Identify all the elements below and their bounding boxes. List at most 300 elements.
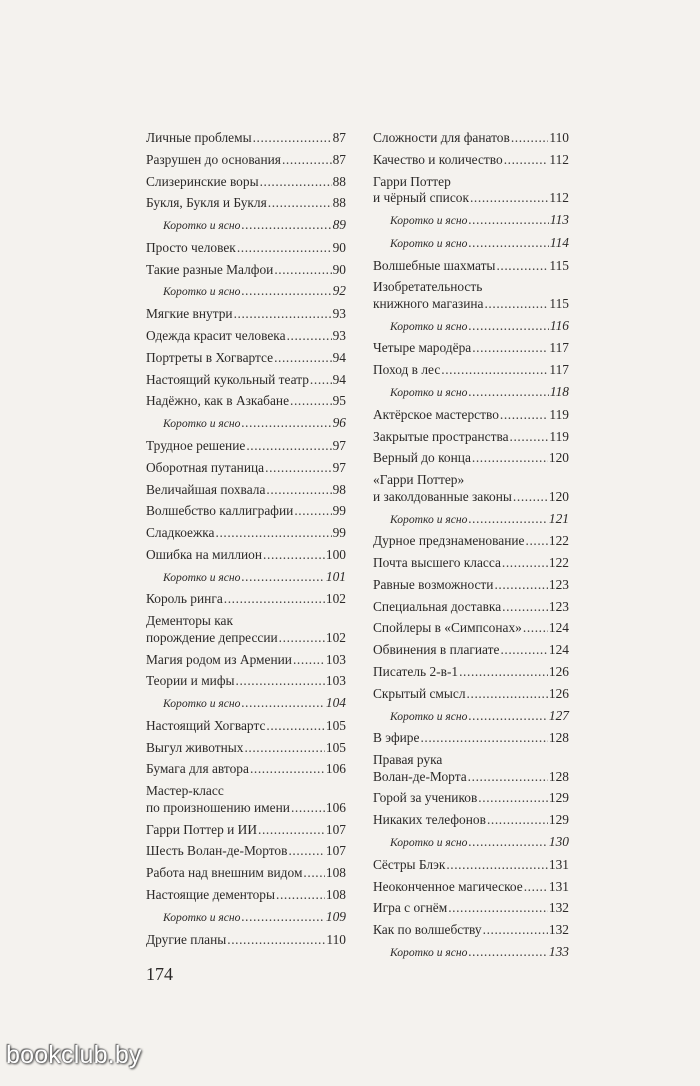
toc-entry-page: 103 — [325, 651, 346, 667]
toc-entry-row — [146, 843, 346, 860]
dot-leader — [467, 686, 548, 703]
toc-entry-page: 94 — [332, 371, 346, 387]
toc-entry — [373, 577, 569, 594]
toc-entry-row — [373, 152, 569, 169]
toc-entry-title: Равные возможности — [373, 576, 494, 592]
toc-entry-page: 102 — [325, 629, 346, 645]
toc-entry-row — [146, 887, 346, 904]
toc-entry — [146, 503, 346, 520]
toc-entry-page: 110 — [326, 931, 346, 947]
dot-leader — [484, 296, 548, 313]
toc-entry-row — [146, 740, 346, 757]
toc-entry-row — [146, 547, 346, 564]
toc-entry — [146, 673, 346, 690]
dot-leader — [420, 730, 547, 747]
toc-entry — [373, 407, 569, 424]
toc-entry — [373, 599, 569, 616]
toc-entry — [146, 482, 346, 499]
toc-entry-row — [373, 686, 569, 703]
toc-subentry — [146, 415, 346, 433]
dot-leader — [241, 415, 331, 432]
toc-entry-page: 123 — [548, 598, 569, 614]
toc-entry-page: 92 — [332, 283, 346, 299]
toc-entry-title: Никаких телефонов — [373, 812, 486, 828]
toc-entry-page: 87 — [332, 151, 346, 167]
toc-column-left — [146, 130, 346, 953]
toc-entry-title: Шесть Волан-де-Мортов — [146, 843, 288, 859]
dot-leader — [468, 235, 548, 252]
toc-entry-page: 112 — [549, 190, 569, 206]
dot-leader — [227, 932, 325, 949]
toc-entry — [373, 450, 569, 467]
toc-entry-row — [373, 769, 569, 786]
toc-entry — [146, 262, 346, 279]
dot-leader — [258, 822, 325, 839]
toc-entry-page: 99 — [332, 503, 346, 519]
dot-leader — [487, 812, 548, 829]
toc-entry — [146, 350, 346, 367]
toc-entry-row — [146, 591, 346, 608]
dot-leader — [293, 652, 325, 669]
toc-entry-page: 95 — [332, 393, 346, 409]
toc-entry — [373, 642, 569, 659]
dot-leader — [483, 922, 548, 939]
toc-entry-title: Оборотная путаница — [146, 459, 265, 475]
toc-entry-page: 117 — [549, 340, 569, 356]
toc-entry-page: 88 — [332, 173, 346, 189]
dot-leader — [478, 790, 548, 807]
toc-entry-page: 129 — [548, 812, 569, 828]
toc-entry-title-line: «Гарри Поттер» — [373, 472, 465, 488]
toc-entry-page: 103 — [325, 673, 346, 689]
toc-entry — [373, 429, 569, 446]
dot-leader — [216, 525, 332, 542]
toc-subentry — [373, 318, 569, 336]
dot-leader — [504, 152, 549, 169]
toc-entry-row — [373, 577, 569, 594]
toc-entry-page: 97 — [332, 459, 346, 475]
dot-leader — [310, 372, 332, 389]
toc-entry-row — [163, 415, 346, 433]
toc-entry-row — [390, 235, 569, 253]
toc-entry-page: 133 — [548, 943, 569, 959]
toc-entry — [146, 932, 346, 949]
toc-entry-title: Сёстры Блэк — [373, 856, 446, 872]
toc-entry-row — [390, 834, 569, 852]
toc-entry-title: Коротко и ясно — [390, 386, 468, 399]
toc-entry-row — [146, 865, 346, 882]
dot-leader — [502, 555, 548, 572]
toc-entry-row — [373, 130, 569, 147]
toc-entry-row — [390, 384, 569, 402]
toc-entry-page: 105 — [325, 717, 346, 733]
toc-entry-page: 124 — [548, 620, 569, 636]
toc-entry — [146, 740, 346, 757]
toc-entry-row — [146, 393, 346, 410]
toc-entry-page: 112 — [549, 151, 569, 167]
toc-entry — [373, 152, 569, 169]
toc-entry-title: Настоящий кукольный театр — [146, 371, 309, 387]
toc-subentry — [373, 511, 569, 529]
toc-entry-title: Коротко и ясно — [390, 836, 468, 850]
toc-entry-page: 98 — [332, 481, 346, 497]
toc-entry — [146, 547, 346, 564]
toc-entry-page: 126 — [548, 685, 569, 701]
toc-entry-title: Верный до конца — [373, 450, 471, 466]
toc-entry-row — [146, 800, 346, 817]
dot-leader — [448, 900, 548, 917]
toc-entry-row — [146, 673, 346, 690]
toc-entry — [146, 761, 346, 778]
toc-entry-title: Портреты в Хогвартсе — [146, 349, 274, 365]
toc-entry — [373, 362, 569, 379]
toc-entry-title: Четыре мародёра — [373, 340, 472, 356]
toc-entry-title: Мягкие внутри — [146, 306, 233, 322]
toc-entry-title-line: Дементоры как — [146, 613, 233, 629]
dot-leader — [472, 340, 548, 357]
toc-entry-title: Коротко и ясно — [163, 219, 241, 233]
toc-entry — [373, 686, 569, 703]
dot-leader — [523, 620, 548, 637]
toc-entry-row — [146, 152, 346, 169]
toc-entry — [373, 900, 569, 917]
dot-leader — [468, 511, 547, 528]
toc-subentry — [146, 695, 346, 713]
dot-leader — [265, 460, 331, 477]
toc-entry-title: Магия родом из Армении — [146, 651, 292, 667]
toc-entry-page: 107 — [325, 821, 346, 837]
toc-entry-row — [390, 511, 569, 529]
toc-entry — [146, 843, 346, 860]
toc-entry-title: Как по волшебству — [373, 922, 482, 938]
toc-entry-row — [373, 190, 569, 207]
toc-entry-title: Специальная доставка — [373, 598, 502, 614]
dot-leader — [513, 489, 548, 506]
toc-entry-page: 114 — [549, 234, 569, 250]
toc-entry-row — [146, 822, 346, 839]
toc-entry-page: 90 — [332, 239, 346, 255]
toc-entry-title: Личные проблемы — [146, 130, 252, 145]
toc-entry-page: 123 — [548, 576, 569, 592]
toc-subentry — [373, 944, 569, 962]
page-number: 174 — [146, 964, 173, 984]
toc-entry-page: 122 — [548, 533, 569, 549]
toc-entry-page: 132 — [548, 900, 569, 916]
toc-entry — [146, 372, 346, 389]
toc-entry-row — [390, 708, 569, 726]
toc-entry-page: 131 — [548, 878, 569, 894]
toc-entry-row — [163, 217, 346, 235]
toc-entry-title: Букля, Букля и Букля — [146, 195, 267, 211]
toc-entry-title: Неоконченное магическое — [373, 878, 523, 894]
dot-leader — [260, 174, 332, 191]
toc-entry-title: Горой за учеников — [373, 790, 478, 806]
toc-entry-page: 97 — [332, 437, 346, 453]
toc-entry — [146, 393, 346, 410]
toc-entry-row — [146, 130, 346, 147]
dot-leader — [446, 857, 548, 874]
toc-entry-row — [373, 922, 569, 939]
toc-entry — [146, 718, 346, 735]
toc-entry-row — [373, 340, 569, 357]
toc-entry-title: Коротко и ясно — [390, 709, 468, 723]
toc-entry — [373, 857, 569, 874]
toc-entry-page: 87 — [332, 130, 346, 145]
toc-entry-title: Величайшая похвала — [146, 481, 266, 497]
toc-entry-title: Настоящие дементоры — [146, 886, 276, 902]
dot-leader — [468, 769, 548, 786]
toc-entry-row — [373, 362, 569, 379]
toc-entry-row — [146, 195, 346, 212]
toc-entry-page: 88 — [332, 195, 346, 211]
toc-entry-title: Закрытые пространства — [373, 428, 509, 444]
toc-entry-page: 113 — [549, 211, 569, 227]
toc-entry-page: 115 — [549, 257, 569, 273]
toc-entry-page: 128 — [548, 768, 569, 784]
toc-entry — [373, 752, 569, 785]
toc-entry-page: 110 — [549, 130, 569, 145]
toc-entry-row — [146, 718, 346, 735]
toc-entry-row — [373, 790, 569, 807]
toc-entry-title: Поход в лес — [373, 362, 441, 378]
toc-entry-title: Такие разные Малфои — [146, 261, 274, 277]
dot-leader — [274, 350, 332, 367]
toc-entry-row — [373, 664, 569, 681]
toc-entry-page: 131 — [548, 856, 569, 872]
toc-entry-page: 109 — [325, 908, 346, 924]
toc-entry-row — [163, 909, 346, 927]
toc-entry-title-line: Гарри Поттер — [373, 173, 451, 189]
toc-entry — [373, 664, 569, 681]
toc-entry-row — [146, 328, 346, 345]
toc-entry-row — [146, 240, 346, 257]
toc-entry-title: Бумага для автора — [146, 761, 249, 777]
dot-leader — [244, 740, 324, 757]
dot-leader — [241, 695, 324, 712]
toc-entry-row — [146, 761, 346, 778]
dot-leader — [250, 761, 325, 778]
toc-entry-title: и чёрный список — [373, 190, 469, 206]
toc-entry-row — [373, 450, 569, 467]
dot-leader — [468, 708, 547, 725]
toc-entry-title: Надёжно, как в Азкабане — [146, 393, 290, 409]
toc-entry-title: Писатель 2-в-1 — [373, 663, 459, 679]
toc-entry-page: 124 — [548, 642, 569, 658]
toc-entry-page: 101 — [325, 568, 346, 584]
toc-entry — [146, 174, 346, 191]
dot-leader — [236, 673, 325, 690]
toc-entry — [146, 652, 346, 669]
toc-entry-title: Другие планы — [146, 931, 227, 947]
toc-entry-row — [146, 652, 346, 669]
toc-entry-row — [373, 879, 569, 896]
dot-leader — [468, 212, 548, 229]
toc-entry-page: 120 — [548, 450, 569, 466]
toc-entry-title: Дурное предзнаменование — [373, 533, 525, 549]
toc-entry — [146, 152, 346, 169]
toc-entry — [146, 525, 346, 542]
toc-entry-title: Ошибка на миллион — [146, 546, 263, 562]
toc-entry-page: 106 — [325, 761, 346, 777]
toc-entry-row — [146, 482, 346, 499]
toc-entry-page: 90 — [332, 261, 346, 277]
dot-leader — [500, 407, 549, 424]
toc-entry — [373, 555, 569, 572]
toc-entry-title: Разрушен до основания — [146, 151, 281, 167]
toc-entry-row — [146, 262, 346, 279]
toc-entry-row — [163, 569, 346, 587]
toc-entry-title: Коротко и ясно — [390, 213, 468, 227]
toc-entry-title: Коротко и ясно — [163, 910, 241, 924]
toc-entry-page: 96 — [332, 415, 346, 431]
toc-entry-title: Обвинения в плагиате — [373, 642, 500, 658]
toc-entry-title: Спойлеры в «Симпсонах» — [373, 620, 522, 636]
toc-entry-page: 127 — [548, 707, 569, 723]
toc-entry — [146, 822, 346, 839]
toc-entry — [373, 174, 569, 207]
toc-entry-page: 93 — [332, 328, 346, 344]
dot-leader — [459, 664, 548, 681]
toc-entry-title: Трудное решение — [146, 437, 246, 453]
toc-entry — [146, 783, 346, 816]
dot-leader — [253, 130, 332, 147]
toc-entry-page: 129 — [548, 790, 569, 806]
toc-entry-title: книжного магазина — [373, 295, 484, 311]
toc-entry-row — [146, 306, 346, 323]
dot-leader — [468, 944, 547, 961]
toc-entry-title: Король ринга — [146, 591, 223, 607]
dot-leader — [268, 195, 332, 212]
toc-entry-row — [163, 283, 346, 301]
toc-entry-row — [373, 620, 569, 637]
dot-leader — [494, 577, 547, 594]
toc-entry-page: 118 — [549, 384, 569, 399]
toc-entry-title: Работа над внешним видом — [146, 865, 303, 881]
toc-entry-title: порождение депрессии — [146, 629, 278, 645]
toc-entry-row — [146, 630, 346, 647]
toc-entry-title: Коротко и ясно — [390, 945, 468, 959]
toc-entry-page: 119 — [549, 406, 569, 422]
dot-leader — [282, 152, 332, 169]
toc-entry-page: 126 — [548, 663, 569, 679]
dot-leader — [237, 240, 332, 257]
toc-entry — [373, 620, 569, 637]
toc-entry-page: 105 — [325, 739, 346, 755]
toc-entry-row — [390, 944, 569, 962]
toc-entry-title: Актёрское мастерство — [373, 406, 499, 422]
toc-entry-page: 116 — [549, 317, 569, 333]
toc-entry — [146, 591, 346, 608]
toc-entry — [373, 533, 569, 550]
dot-leader — [287, 328, 332, 345]
toc-entry-title: Коротко и ясно — [163, 417, 241, 431]
toc-entry — [373, 130, 569, 147]
toc-entry — [373, 258, 569, 275]
toc-entry-title: Коротко и ясно — [390, 512, 468, 526]
toc-entry-row — [373, 407, 569, 424]
toc-entry — [373, 790, 569, 807]
dot-leader — [241, 909, 324, 926]
toc-entry-title-line: Мастер-класс — [146, 783, 224, 799]
watermark: bookclub.by — [6, 1041, 142, 1069]
toc-entry-page: 108 — [325, 865, 346, 881]
dot-leader — [303, 865, 324, 882]
toc-entry-title: Почта высшего класса — [373, 555, 501, 571]
toc-entry — [146, 240, 346, 257]
dot-leader — [279, 630, 325, 647]
toc-subentry — [373, 708, 569, 726]
dot-leader — [472, 450, 548, 467]
toc-entry-title: Качество и количество — [373, 151, 503, 167]
toc-entry-title: Одежда красит человека — [146, 328, 286, 344]
toc-entry-page: 122 — [548, 555, 569, 571]
toc-entry-row — [146, 525, 346, 542]
dot-leader — [468, 834, 547, 851]
toc-entry-title-line: Изобретательность — [373, 279, 483, 295]
toc-entry — [146, 130, 346, 147]
toc-subentry — [373, 834, 569, 852]
toc-entry-row — [390, 318, 569, 336]
dot-leader — [441, 362, 548, 379]
toc-entry-row — [146, 350, 346, 367]
toc-entry-row — [373, 812, 569, 829]
dot-leader — [511, 130, 549, 147]
toc-entry — [373, 730, 569, 747]
toc-entry-row — [373, 296, 569, 313]
toc-entry-row — [146, 372, 346, 389]
toc-entry-page: 115 — [549, 295, 569, 311]
toc-entry-page: 89 — [332, 217, 346, 233]
toc-entry-title: Игра с огнём — [373, 900, 448, 916]
dot-leader — [241, 569, 324, 586]
toc-entry-row — [373, 555, 569, 572]
toc-entry-page: 128 — [548, 730, 569, 746]
toc-entry — [146, 887, 346, 904]
dot-leader — [266, 718, 325, 735]
dot-leader — [288, 843, 324, 860]
dot-leader — [263, 547, 325, 564]
toc-entry-row — [373, 489, 569, 506]
toc-entry-title: Слизеринские воры — [146, 173, 259, 189]
toc-entry-row — [373, 857, 569, 874]
toc-entry-title: Гарри Поттер и ИИ — [146, 821, 257, 837]
toc-entry-title: Коротко и ясно — [163, 285, 241, 299]
dot-leader — [224, 591, 325, 608]
dot-leader — [468, 384, 548, 401]
dot-leader — [266, 482, 331, 499]
toc-entry-page: 102 — [325, 591, 346, 607]
toc-entry-title: Настоящий Хогвартс — [146, 717, 266, 733]
toc-entry-title: Волшебство каллиграфии — [146, 503, 294, 519]
toc-entry-page: 119 — [549, 428, 569, 444]
dot-leader — [526, 533, 548, 550]
dot-leader — [294, 503, 331, 520]
toc-entry — [373, 812, 569, 829]
toc-entry-page: 100 — [325, 546, 346, 562]
toc-entry-page: 93 — [332, 306, 346, 322]
dot-leader — [241, 217, 331, 234]
toc-entry — [373, 340, 569, 357]
toc-entry-page: 108 — [325, 886, 346, 902]
toc-entry-page: 121 — [548, 510, 569, 526]
toc-entry-title: Скрытый смысл — [373, 685, 466, 701]
toc-entry-page: 106 — [325, 799, 346, 815]
toc-entry — [373, 472, 569, 505]
toc-entry — [146, 438, 346, 455]
dot-leader — [500, 642, 547, 659]
toc-entry-page: 104 — [325, 695, 346, 711]
toc-entry-page: 117 — [549, 362, 569, 378]
